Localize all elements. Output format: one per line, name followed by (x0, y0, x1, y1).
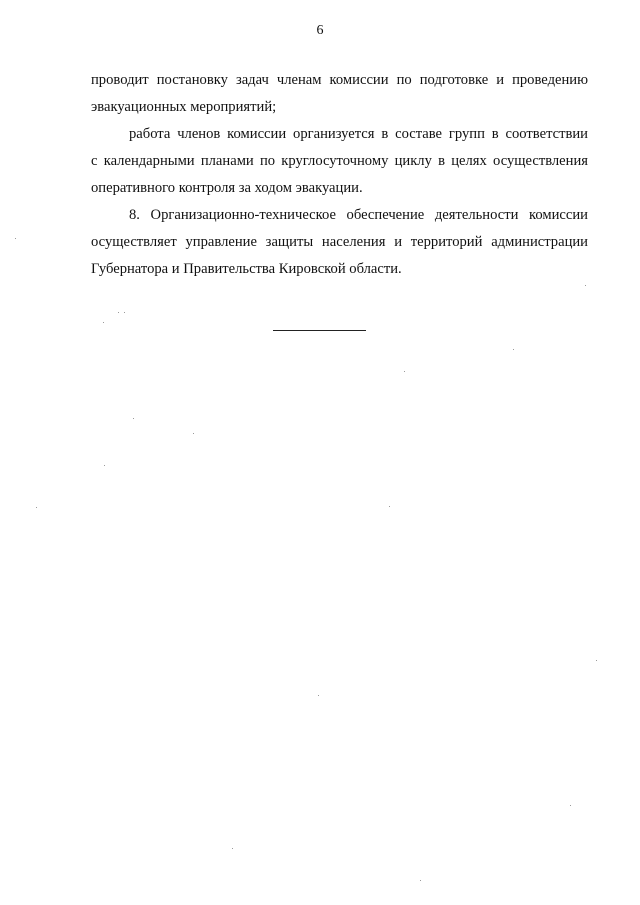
paragraph-task-setting (91, 67, 588, 121)
scan-speck (585, 285, 586, 286)
scan-speck (404, 371, 405, 372)
scan-speck (596, 660, 597, 661)
text-line: осуществляет управление защиты населения и территорий администрации (91, 234, 588, 250)
scan-speck (420, 880, 421, 881)
scan-speck (124, 312, 125, 313)
text-line: с календарными планами по круглосуточному циклу в целях осуществления (91, 153, 588, 169)
scan-speck (318, 695, 319, 696)
scan-speck (103, 322, 104, 323)
document-body (91, 67, 588, 283)
text-line: оперативного контроля за ходом эвакуации. (91, 180, 363, 196)
paragraph-item-8 (91, 202, 588, 283)
text-line: 8. Организационно-техническое обеспечение деятельности комиссии (129, 207, 588, 223)
text-line: работа членов комиссии организуется в составе групп в соответствии (129, 126, 588, 142)
text-line: Губернатора и Правительства Кировской области. (91, 261, 402, 277)
scan-speck (570, 805, 571, 806)
text-line: проводит постановку задач членам комиссии по подготовке и проведению (91, 72, 588, 88)
scan-speck (389, 506, 390, 507)
scan-speck (36, 507, 37, 508)
scan-speck (15, 238, 16, 239)
scan-speck (232, 848, 233, 849)
scan-speck (133, 418, 134, 419)
end-of-document-line (273, 330, 366, 331)
scan-speck (513, 349, 514, 350)
scan-speck (118, 312, 119, 313)
paragraph-commission-work (91, 121, 588, 202)
scan-speck (193, 433, 194, 434)
text-line: эвакуационных мероприятий; (91, 99, 277, 115)
page-number: 6 (316, 23, 324, 38)
scan-speck (104, 465, 105, 466)
